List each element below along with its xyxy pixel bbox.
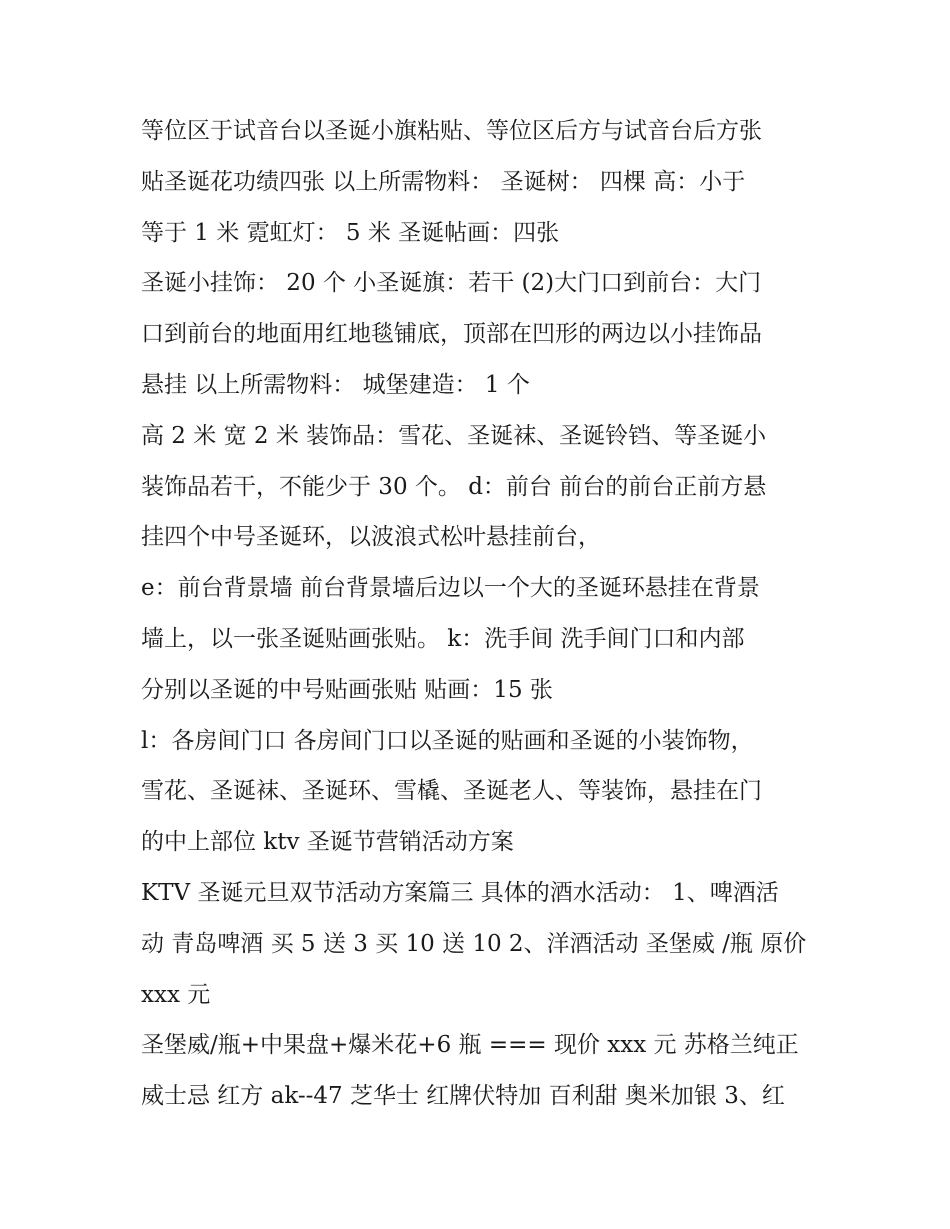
text-line: 雪花、圣诞袜、圣诞环、雪橇、圣诞老人、等装饰，悬挂在门 [141, 778, 762, 805]
text-line: 等位区于试音台以圣诞小旗粘贴、等位区后方与试音台后方张 [141, 118, 762, 144]
text-line: 悬挂 以上所需物料： 城堡建造： 1 个 [141, 371, 530, 398]
text-line: 等于 1 米 霓虹灯： 5 米 圣诞帖画：四张 [141, 219, 560, 246]
text-line: 挂四个中号圣诞环，以波浪式松叶悬挂前台， [141, 524, 601, 551]
text-line: xxx 元 [141, 981, 211, 1008]
text-line: 圣诞小挂饰： 20 个 小圣诞旗：若干 (2)大门口到前台：大门 [141, 270, 762, 297]
document-body [141, 106, 821, 1122]
text-line: 装饰品若干，不能少于 30 个。 d：前台 前台的前台正前方悬 [141, 473, 767, 500]
text-line: 贴圣诞花功绩四张 以上所需物料： 圣诞树： 四棵 高：小于 [141, 168, 746, 195]
text-line: 动 青岛啤酒 买 5 送 3 买 10 送 10 2、洋酒活动 圣堡威 /瓶 原价 [141, 930, 807, 957]
text-line: l：各房间门口 各房间门口以圣诞的贴画和圣诞的小装饰物， [141, 727, 754, 754]
text-line: 圣堡威/瓶+中果盘+爆米花+6 瓶 === 现价 xxx 元 苏格兰纯正 [141, 1032, 799, 1059]
text-line: 高 2 米 宽 2 米 装饰品：雪花、圣诞袜、圣诞铃铛、等圣诞小 [141, 422, 767, 449]
text-line: 威士忌 红方 ak--47 芝华士 红牌伏特加 百利甜 奥米加银 3、红 [141, 1083, 785, 1110]
text-line: 口到前台的地面用红地毯铺底，顶部在凹形的两边以小挂饰品 [141, 321, 762, 348]
text-line: 的中上部位 ktv 圣诞节营销活动方案 [141, 829, 514, 856]
text-line: e：前台背景墙 前台背景墙后边以一个大的圣诞环悬挂在背景 [141, 575, 760, 602]
text-line: KTV 圣诞元旦双节活动方案篇三 具体的酒水活动： 1、啤酒活 [141, 879, 779, 906]
text-line: 分别以圣诞的中号贴画张贴 贴画：15 张 [141, 676, 553, 703]
text-line: 墙上，以一张圣诞贴画张贴。 k：洗手间 洗手间门口和内部 [141, 625, 745, 652]
